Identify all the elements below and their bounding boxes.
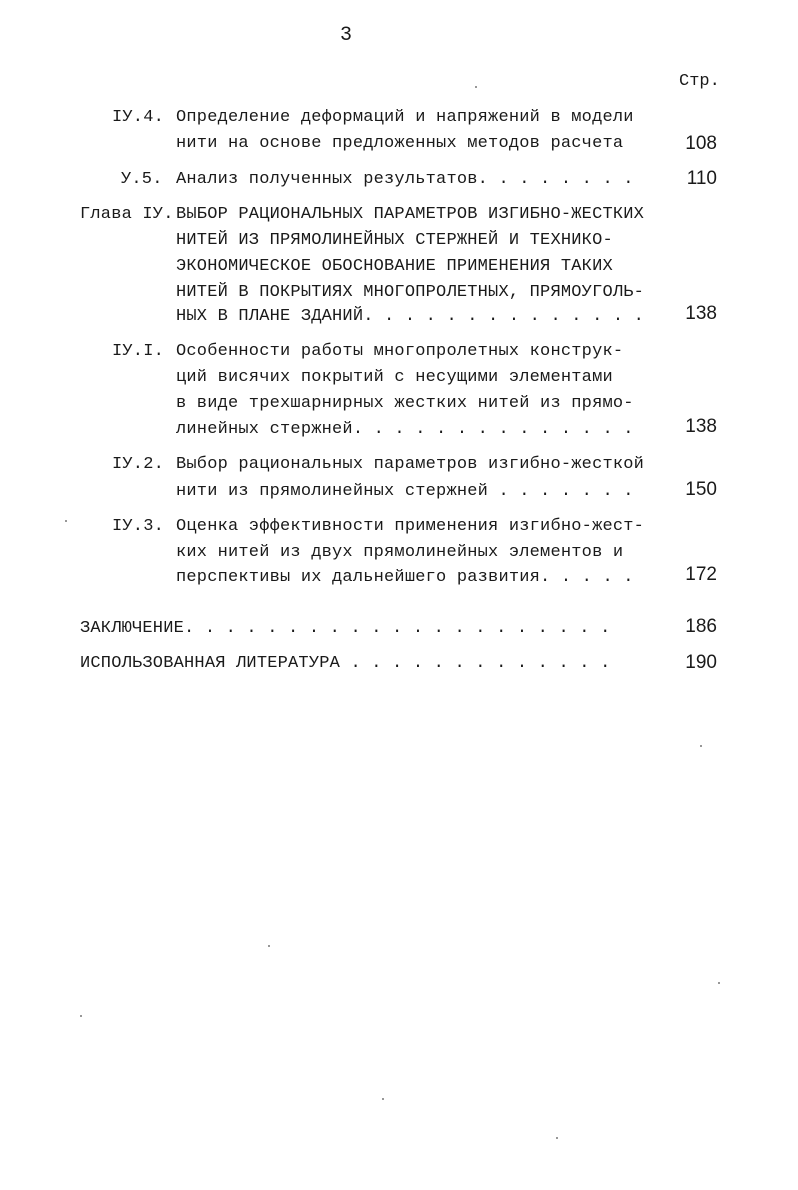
scan-speck <box>556 1137 558 1139</box>
toc-entry-line: ких нитей из двух прямолинейных элементов и <box>176 543 624 562</box>
toc-entry-page: 150 <box>685 479 717 500</box>
page-column-header: Стр. <box>679 72 720 91</box>
toc-entry-line: ИСПОЛЬЗОВАННАЯ ЛИТЕРАТУРА . . . . . . . . . . . . . <box>80 654 611 673</box>
toc-entry-code: IУ.I. <box>112 342 165 361</box>
toc-entry-line: НИТЕЙ В ПОКРЫТИЯХ МНОГОПРОЛЕТНЫХ, ПРЯМОУГОЛЬ- <box>176 283 645 302</box>
toc-entry-line: ЭКОНОМИЧЕСКОЕ ОБОСНОВАНИЕ ПРИМЕНЕНИЯ ТАКИХ <box>176 257 613 276</box>
toc-entry-line: ЗАКЛЮЧЕНИЕ. . . . . . . . . . . . . . . . . . . . . <box>80 619 611 638</box>
toc-entry-line: Анализ полученных результатов. . . . . . . . <box>176 170 634 189</box>
page-number: 3 <box>340 24 353 47</box>
toc-entry-line: нити на основе предложенных методов расчета <box>176 134 624 153</box>
toc-entry-code: У.5. <box>121 170 163 189</box>
scan-speck <box>268 945 270 947</box>
scan-speck <box>382 1098 384 1100</box>
toc-entry-line: НИТЕЙ ИЗ ПРЯМОЛИНЕЙНЫХ СТЕРЖНЕЙ И ТЕХНИКО- <box>176 231 613 250</box>
toc-entry-page: 108 <box>685 133 717 154</box>
toc-entry-page: 172 <box>685 564 717 585</box>
toc-entry-line: нити из прямолинейных стержней . . . . . . . <box>176 482 634 501</box>
toc-entry-line: Определение деформаций и напряжений в модели <box>176 108 634 127</box>
toc-entry-page: 110 <box>686 168 717 189</box>
scan-speck <box>700 745 702 747</box>
scan-speck <box>718 982 720 984</box>
scan-speck <box>65 520 67 522</box>
toc-entry-line: Особенности работы многопролетных конструк- <box>176 342 624 361</box>
toc-entry-page: 186 <box>685 616 717 637</box>
toc-entry-line: ВЫБОР РАЦИОНАЛЬНЫХ ПАРАМЕТРОВ ИЗГИБНО-ЖЕСТКИХ <box>176 205 645 224</box>
toc-entry-line: перспективы их дальнейшего развития. . . . . <box>176 568 634 587</box>
scan-speck <box>80 1015 82 1017</box>
toc-entry-code: Глава IУ. <box>80 205 174 224</box>
toc-entry-page: 138 <box>685 416 717 437</box>
toc-entry-code: IУ.2. <box>112 455 165 474</box>
toc-entry-page: 138 <box>685 303 717 324</box>
toc-entry-code: IУ.3. <box>112 517 165 536</box>
toc-entry-line: ций висячих покрытий с несущими элементами <box>176 368 613 387</box>
toc-entry-page: 190 <box>685 652 717 673</box>
toc-entry-line: в виде трехшарнирных жестких нитей из прямо- <box>176 394 634 413</box>
toc-entry-code: IУ.4. <box>112 108 165 127</box>
toc-entry-line: Оценка эффективности применения изгибно-жест- <box>176 517 645 536</box>
scan-speck <box>475 86 477 88</box>
toc-entry-line: Выбор рациональных параметров изгибно-жесткой <box>176 455 645 474</box>
toc-entry-line: линейных стержней. . . . . . . . . . . . . . <box>176 420 634 439</box>
toc-entry-line: НЫХ В ПЛАНЕ ЗДАНИЙ. . . . . . . . . . . . . . <box>176 307 645 326</box>
